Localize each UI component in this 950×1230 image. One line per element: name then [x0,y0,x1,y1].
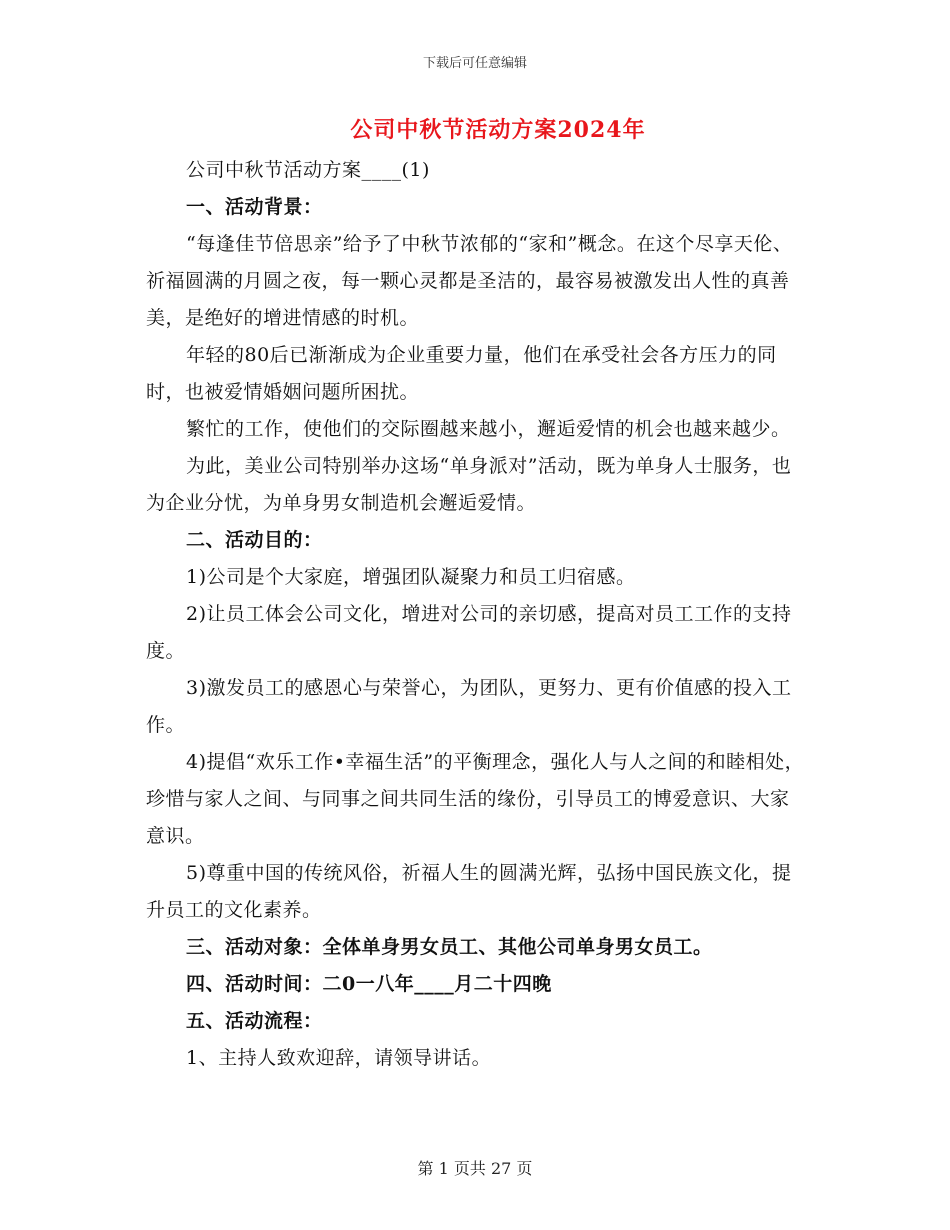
list-item: 1、主持人致欢迎辞，请领导讲话。 [186,1047,492,1069]
paragraph: 年轻的80后已渐渐成为企业重要力量，他们在承受社会各方压力的同时，也被爱情婚姻问题所困扰。 [146,344,777,403]
list-item: 1)公司是个大家庭，增强团队凝聚力和员工归宿感。 [186,566,636,588]
page-number: 第 1 页共 27 页 [417,1159,533,1178]
section-heading: 五、活动流程： [186,1010,323,1032]
header-note: 下载后可任意编辑 [422,56,527,71]
document-title: 公司中秋节活动方案2024年 [350,117,646,143]
document-body [146,152,806,1077]
list-item: 5)尊重中国的传统风俗，祈福人生的圆满光辉，弘扬中国民族文化，提升员工的文化素养。 [146,862,792,921]
paragraph: “每逢佳节倍思亲”给予了中秋节浓郁的“家和”概念。在这个尽享天伦、祈福圆满的月圆之夜，每一颗心灵都是圣洁的，最容易被激发出人性的真善美，是绝好的增进情感的时机。 [146,233,793,329]
paragraph: 繁忙的工作，使他们的交际圈越来越小，邂逅爱情的机会也越来越少。 [186,418,791,440]
paragraph: 公司中秋节活动方案____(1) [186,159,430,181]
section-heading: 二、活动目的： [186,529,323,551]
list-item: 2)让员工体会公司文化，增进对公司的亲切感，提高对员工工作的支持度。 [146,603,792,662]
section-heading: 一、活动背景： [186,196,323,218]
paragraph: 为此，美业公司特别举办这场“单身派对”活动，既为单身人士服务，也为企业分忧，为单身男女制造机会邂逅爱情。 [146,455,792,514]
list-item: 4)提倡“欢乐工作•幸福生活”的平衡理念，强化人与人之间的和睦相处，珍惜与家人之间、与同事之间共同生活的缘份，引导员工的博爱意识、大家意识。 [146,751,805,847]
list-item: 3)激发员工的感恩心与荣誉心，为团队，更努力、更有价值感的投入工作。 [146,677,792,736]
section-heading: 四、活动时间：二0一八年____月二十四晚 [186,973,552,995]
section-heading: 三、活动对象：全体单身男女员工、其他公司单身男女员工。 [186,936,713,958]
